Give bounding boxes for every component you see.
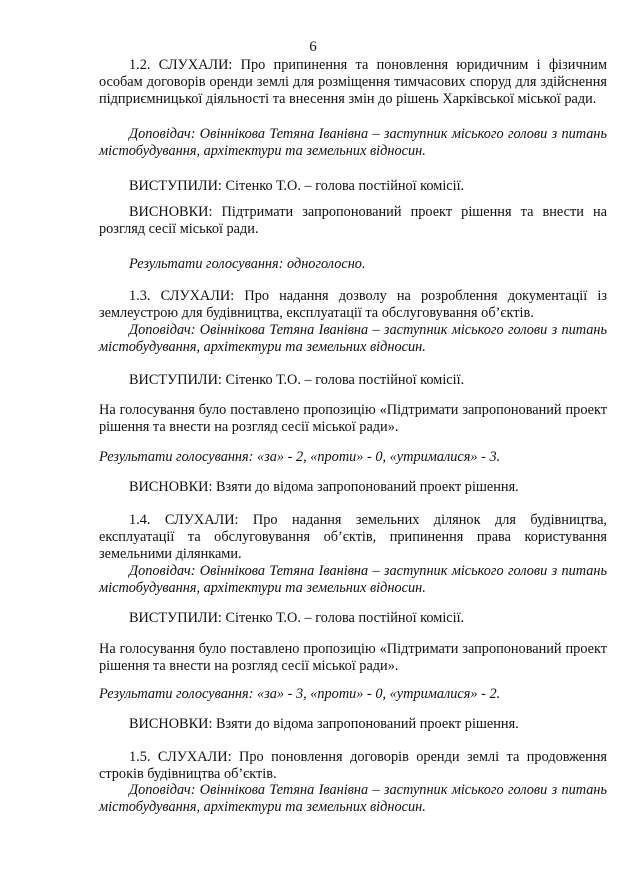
item-1-2-vote-results: Результати голосування: одноголосно. (129, 256, 366, 272)
page-number: 6 (309, 39, 317, 55)
item-1-4-vote-results: Результати голосування: «за» - 3, «проти» - 0, «утрималися» - 2. (99, 686, 501, 702)
item-1-4-heard: 1.4. СЛУХАЛИ: Про надання земельних ділянок для будівництва, експлуатації та обслуговування об’єктів, припинення права користування земельними ділянками. (99, 512, 607, 562)
item-1-5-heard: 1.5. СЛУХАЛИ: Про поновлення договорів оренди землі та продовження строків будівництва об’єктів. (99, 749, 607, 782)
item-1-4-conclusions: ВИСНОВКИ: Взяти до відома запропонований проект рішення. (129, 716, 519, 732)
item-1-3-conclusions: ВИСНОВКИ: Взяти до відома запропонований проект рішення. (129, 479, 519, 495)
item-1-3-speaker: Доповідач: Овіннікова Тетяна Іванівна – заступник міського голови з питань містобудування, архітектури та земельних відносин. (99, 322, 607, 355)
item-1-2-heard: 1.2. СЛУХАЛИ: Про припинення та поновлення юридичним і фізичним особам договорів оренди землі для розміщення тимчасових споруд для здійснення підприємницької діяльності та внесення змін до рішень Харківської міської ради. (99, 57, 607, 107)
item-1-2-speaker: Доповідач: Овіннікова Тетяна Іванівна – заступник міського голови з питань містобудування, архітектури та земельних відносин. (99, 126, 607, 159)
item-1-3-proposal: На голосування було поставлено пропозицію «Підтримати запропонований проект рішення та внести на розгляд сесії міської ради». (99, 402, 607, 435)
item-1-3-vote-results: Результати голосування: «за» - 2, «проти» - 0, «утрималися» - 3. (99, 449, 501, 465)
item-1-5-speaker: Доповідач: Овіннікова Тетяна Іванівна – заступник міського голови з питань містобудування, архітектури та земельних відносин. (99, 782, 607, 815)
item-1-3-spoke: ВИСТУПИЛИ: Сітенко Т.О. – голова постійної комісії. (129, 372, 465, 388)
item-1-4-proposal: На голосування було поставлено пропозицію «Підтримати запропонований проект рішення та внести на розгляд сесії міської ради». (99, 641, 607, 674)
item-1-4-speaker: Доповідач: Овіннікова Тетяна Іванівна – заступник міського голови з питань містобудування, архітектури та земельних відносин. (99, 563, 607, 596)
item-1-2-conclusions: ВИСНОВКИ: Підтримати запропонований проект рішення та внести на розгляд сесії міської ради. (99, 204, 607, 237)
item-1-4-spoke: ВИСТУПИЛИ: Сітенко Т.О. – голова постійної комісії. (129, 610, 465, 626)
item-1-2-spoke: ВИСТУПИЛИ: Сітенко Т.О. – голова постійної комісії. (129, 178, 465, 194)
item-1-3-heard: 1.3. СЛУХАЛИ: Про надання дозволу на розроблення документації із землеустрою для будівництва, експлуатації та обслуговування об’єктів. (99, 288, 607, 321)
